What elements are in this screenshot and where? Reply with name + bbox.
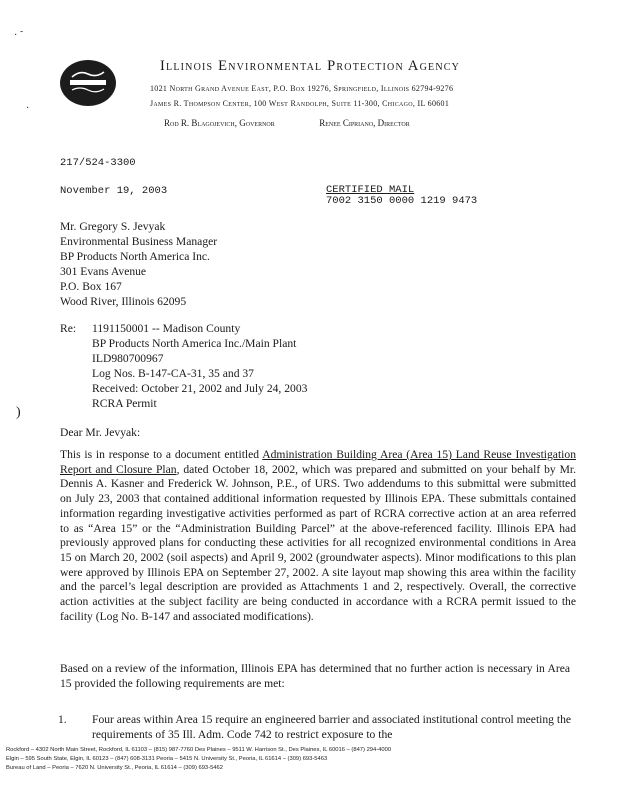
agency-seal-logo: [60, 60, 116, 106]
re-line: Log Nos. B-147-CA-31, 35 and 37: [92, 366, 254, 380]
addressee-line: Wood River, Illinois 62095: [60, 294, 187, 308]
director-name: Renee Cipriano, Director: [319, 118, 410, 128]
salutation: Dear Mr. Jevyak:: [60, 426, 141, 439]
addressee-line: 301 Evans Avenue: [60, 264, 147, 278]
certified-mail-number: 7002 3150 0000 1219 9473: [326, 195, 478, 207]
scan-mark: · ˜: [14, 30, 24, 41]
certified-mail-label: CERTIFIED MAIL: [326, 184, 415, 196]
re-block: [92, 322, 307, 411]
list-item-text: Four areas within Area 15 require an engineered barrier and associated institutional control meeting the requirements of 35 Ill. Adm. Code 742 to restrict exposure to the: [92, 713, 572, 741]
agency-name: Illinois Environmental Protection Agency: [160, 58, 461, 74]
regional-offices-footer: [0, 746, 618, 773]
addressee-block: [60, 220, 217, 309]
document-title-part: Administration Building Area (: [262, 448, 411, 461]
re-line: 1191150001 -- Madison County: [92, 322, 241, 335]
addressee-line: Mr. Gregory S. Jevyak: [60, 220, 166, 233]
scan-mark: ·: [26, 103, 30, 114]
paragraph-intro: This is in response to a document entitled: [60, 448, 263, 461]
addressee-line: P.O. Box 167: [60, 279, 122, 293]
re-line: Received: October 21, 2002 and July 24, 2003: [92, 381, 308, 395]
body-paragraph-2: Based on a review of the information, Illinois EPA has determined that no further action is necessary in Area 15 provided the following requirements are met:: [60, 662, 570, 690]
addressee-line: Environmental Business Manager: [60, 234, 218, 248]
re-line: BP Products North America Inc./Main Plant: [92, 336, 297, 350]
letter-date: November 19, 2003: [60, 185, 168, 197]
addressee-line: BP Products North America Inc.: [60, 249, 210, 263]
footer-line: Bureau of Land – Peoria – 7620 N. University St., Peoria, IL 61614 – (309) 693-5462: [6, 765, 223, 771]
agency-officials: [164, 118, 410, 128]
phone-number: 217/524-3300: [60, 157, 136, 169]
footer-line: Rockford – 4302 North Main Street, Rockford, IL 61103 – (815) 987-7760 Des Plaines – 9511 W. Harrison St., Des Plaines, IL 60016 – (847) 294-4000: [6, 747, 392, 753]
body-paragraph-1: [60, 448, 576, 624]
scan-mark: ): [16, 405, 21, 420]
agency-address-line2: James R. Thompson Center, 100 West Randolph, Suite 11-300, Chicago, IL 60601: [150, 99, 450, 108]
paragraph-rest: , dated October 18, 2002, which was prepared and submitted on your behalf by Mr. Dennis A. Kasner and Frederick W. Johnson, P.E., of URS. Two addendums to this submittal were submitted on July 23, 2003 that contained additional information requested by Illinois EPA. These submittals contained information regarding investigative activities performed as part of RCRA corrective action at an area referred to as “Area 15” or the “Administration Building Parcel” at the above-referenced facility. Illinois EPA had previously approved plans for conducting these activities for all recognized environmental conditions in Area 15 on March 20, 2002 (soil aspects) and April 9, 2002 (groundwater aspects). Minor modifications to this plan were approved by Illinois EPA on September 27, 2002. A site layout map showing this area within the facility and the parcel’s legal description are provided as Attachments 1 and 2, respectively. Overall, the corrective action activities at the subject facility are being conducted in accordance with a RCRA permit issued to the facility (Log No. B-147 and associated modifications).: [60, 462, 577, 623]
certified-mail-block: [326, 185, 477, 207]
agency-address-line1: 1021 North Grand Avenue East, P.O. Box 19276, Springfield, Illinois 62794-9276: [150, 84, 454, 93]
governor-name: Rod R. Blagojevich, Governor: [164, 118, 275, 128]
re-label: Re:: [60, 322, 77, 335]
re-line: RCRA Permit: [92, 396, 157, 410]
footer-line: Elgin – 595 South State, Elgin, IL 60123 – (847) 608-3131 Peoria – 5415 N. University St., Peoria, IL 61614 – (309) 693-5463: [6, 756, 328, 762]
re-line: ILD980700967: [92, 351, 164, 365]
list-item-number: 1.: [58, 713, 67, 726]
document-title-area: Area 15: [410, 448, 449, 461]
document-title-part: ) Land Reuse Investigation Report and Closure Plan: [60, 448, 576, 476]
